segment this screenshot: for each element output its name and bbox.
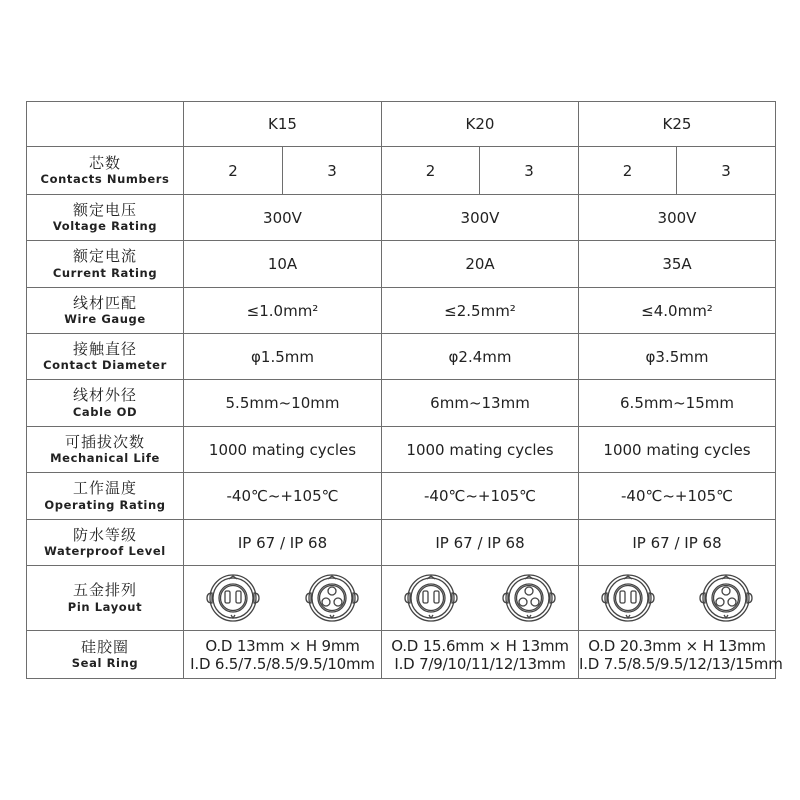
model-k25: K25 xyxy=(579,102,776,147)
row-label: 额定电压 Voltage Rating xyxy=(27,195,184,241)
value-cell: ≤1.0mm² xyxy=(184,288,382,334)
spec-table xyxy=(26,101,783,679)
value-cell: 2 xyxy=(184,147,283,195)
row-wire xyxy=(27,288,776,334)
seal-cell-k25: O.D 20.3mm × H 13mm I.D 7.5/8.5/9.5/12/13/15mm xyxy=(579,631,776,679)
value-cell: -40℃~+105℃ xyxy=(382,473,579,520)
row-label: 五金排列 Pin Layout xyxy=(27,566,184,631)
value-cell: 3 xyxy=(480,147,579,195)
value-cell: 3 xyxy=(283,147,382,195)
row-voltage xyxy=(27,195,776,241)
value-cell: φ3.5mm xyxy=(579,334,776,380)
model-k20: K20 xyxy=(382,102,579,147)
row-cable-od xyxy=(27,380,776,427)
value-cell: IP 67 / IP 68 xyxy=(579,520,776,566)
value-cell: 300V xyxy=(382,195,579,241)
value-cell: 35A xyxy=(579,241,776,288)
value-cell: 1000 mating cycles xyxy=(382,427,579,473)
pin-cell-k25 xyxy=(579,566,776,631)
seal-cell-k20: O.D 15.6mm × H 13mm I.D 7/9/10/11/12/13mm xyxy=(382,631,579,679)
row-label: 防水等级 Waterproof Level xyxy=(27,520,184,566)
connector-2pin-icon xyxy=(593,570,663,626)
row-label: 可插拔次数 Mechanical Life xyxy=(27,427,184,473)
row-label: 额定电流 Current Rating xyxy=(27,241,184,288)
row-pin-layout xyxy=(27,566,776,631)
value-cell: 3 xyxy=(677,147,776,195)
value-cell: φ2.4mm xyxy=(382,334,579,380)
value-cell: ≤4.0mm² xyxy=(579,288,776,334)
value-cell: 6mm~13mm xyxy=(382,380,579,427)
corner-cell xyxy=(27,102,184,147)
row-current xyxy=(27,241,776,288)
value-cell: 20A xyxy=(382,241,579,288)
header-row xyxy=(27,102,776,147)
value-cell: φ1.5mm xyxy=(184,334,382,380)
value-cell: IP 67 / IP 68 xyxy=(184,520,382,566)
connector-2pin-icon xyxy=(396,570,466,626)
row-mechanical xyxy=(27,427,776,473)
row-operating xyxy=(27,473,776,520)
row-label: 线材匹配 Wire Gauge xyxy=(27,288,184,334)
row-waterproof xyxy=(27,520,776,566)
row-label: 芯数 Contacts Numbers xyxy=(27,147,184,195)
row-label: 接触直径 Contact Diameter xyxy=(27,334,184,380)
pin-cell-k20 xyxy=(382,566,579,631)
value-cell: 6.5mm~15mm xyxy=(579,380,776,427)
connector-3pin-icon xyxy=(494,570,564,626)
value-cell: IP 67 / IP 68 xyxy=(382,520,579,566)
row-contact-diameter xyxy=(27,334,776,380)
value-cell: 300V xyxy=(184,195,382,241)
seal-cell-k15: O.D 13mm × H 9mm I.D 6.5/7.5/8.5/9.5/10mm xyxy=(184,631,382,679)
value-cell: ≤2.5mm² xyxy=(382,288,579,334)
connector-3pin-icon xyxy=(297,570,367,626)
connector-3pin-icon xyxy=(691,570,761,626)
value-cell: 2 xyxy=(579,147,677,195)
value-cell: -40℃~+105℃ xyxy=(184,473,382,520)
row-contacts xyxy=(27,147,776,195)
pin-cell-k15 xyxy=(184,566,382,631)
value-cell: 5.5mm~10mm xyxy=(184,380,382,427)
value-cell: 300V xyxy=(579,195,776,241)
connector-2pin-icon xyxy=(198,570,268,626)
value-cell: 2 xyxy=(382,147,480,195)
row-label: 线材外径 Cable OD xyxy=(27,380,184,427)
model-k15: K15 xyxy=(184,102,382,147)
row-label: 硅胶圈 Seal Ring xyxy=(27,631,184,679)
value-cell: 1000 mating cycles xyxy=(579,427,776,473)
row-seal xyxy=(27,631,776,679)
value-cell: 10A xyxy=(184,241,382,288)
row-label: 工作温度 Operating Rating xyxy=(27,473,184,520)
value-cell: 1000 mating cycles xyxy=(184,427,382,473)
value-cell: -40℃~+105℃ xyxy=(579,473,776,520)
